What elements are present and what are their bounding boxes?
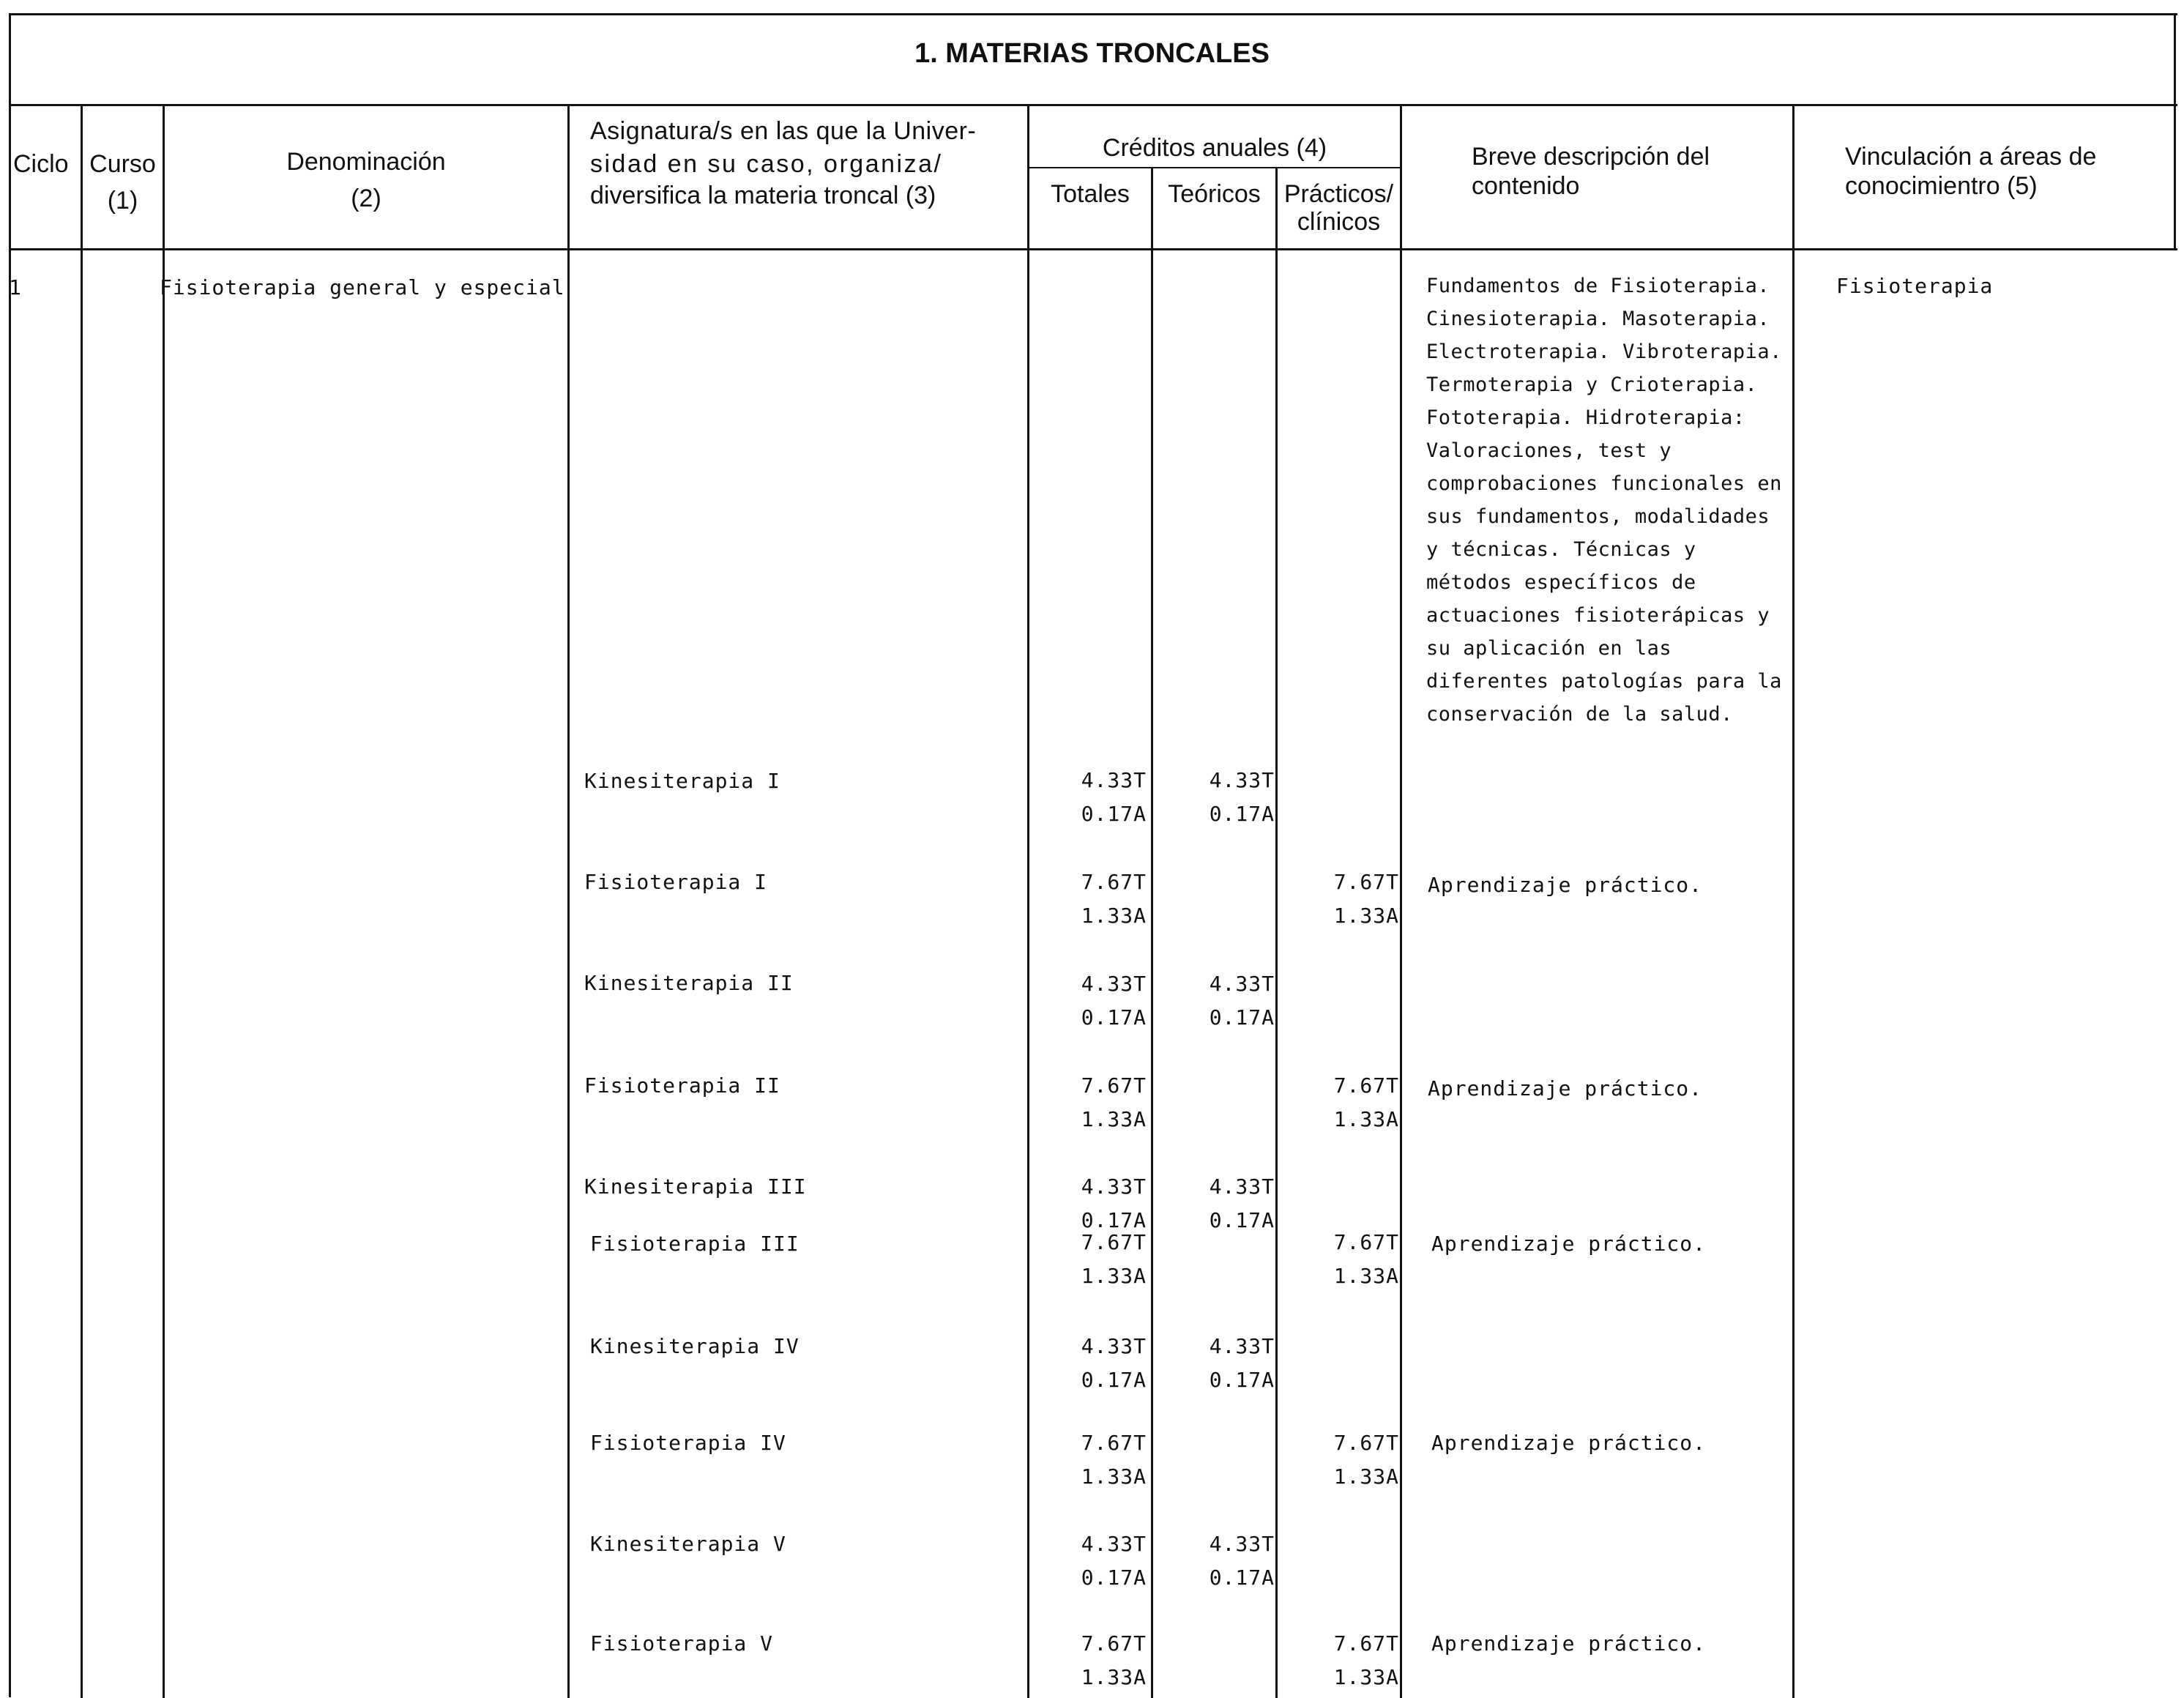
practicos-value: 1.33A <box>1333 904 1399 928</box>
totales-value: 1.33A <box>1081 1665 1147 1689</box>
header-descripcion-line2: contenido <box>1472 172 1580 200</box>
page-title: 1. MATERIAS TRONCALES <box>914 38 1270 69</box>
main-row-vinculacion: Fisioterapia <box>1836 274 1994 298</box>
header-teoricos: Teóricos <box>1168 180 1261 208</box>
subject-name: Kinesiterapia I <box>584 769 780 793</box>
totales-value: 7.67T <box>1081 1073 1147 1098</box>
subject-descripcion: Aprendizaje práctico. <box>1428 873 1703 897</box>
main-row-descripcion: Fundamentos de Fisioterapia. Cinesioterapia. Masoterapia. Electroterapia. Vibroterapia. Termoterapia y Crioterapia. Fototerapia. Hidroterapia: Valoraciones, test y comprobaciones funcionales en sus fundamentos, modalidades y técnicas. Técnicas y métodos específicos de actuaciones fisioterápicas y su aplicación en las diferentes patologías para la conservación de la salud. <box>1426 275 1782 726</box>
totales-value: 4.33T <box>1081 1334 1147 1358</box>
subject-descripcion: Aprendizaje práctico. <box>1431 1232 1707 1256</box>
totales-value: 0.17A <box>1081 1005 1147 1029</box>
totales-value: 0.17A <box>1081 1565 1147 1590</box>
header-totales: Totales <box>1051 180 1130 208</box>
main-row-denominacion: Fisioterapia general y especial <box>160 275 565 299</box>
subject-name: Fisioterapia I <box>584 870 768 894</box>
subject-name: Fisioterapia II <box>584 1073 780 1098</box>
subject-name: Fisioterapia III <box>590 1232 800 1256</box>
main-row-ciclo: 1 <box>9 275 22 299</box>
header-vinculacion-line1: Vinculación a áreas de <box>1845 143 2097 171</box>
teoricos-value: 4.33T <box>1209 1532 1275 1556</box>
header-asignatura-line2: sidad en su caso, organiza/ <box>590 150 943 178</box>
header-asignatura-line1: Asignatura/s en las que la Univer- <box>590 117 977 145</box>
totales-value: 7.67T <box>1081 870 1147 894</box>
header-descripcion-line1: Breve descripción del <box>1472 143 1710 171</box>
subject-name: Kinesiterapia II <box>584 971 794 995</box>
subject-descripcion: Aprendizaje práctico. <box>1431 1431 1707 1455</box>
totales-value: 1.33A <box>1081 1464 1147 1489</box>
header-ciclo: Ciclo <box>13 150 69 178</box>
rule-left <box>9 13 11 1697</box>
header-vinculacion-line2: conocimientro (5) <box>1845 172 2038 200</box>
totales-value: 7.67T <box>1081 1631 1147 1656</box>
rule-creditos-sub <box>1027 167 1401 168</box>
teoricos-value: 0.17A <box>1209 1565 1275 1590</box>
subject-name: Kinesiterapia III <box>584 1174 807 1199</box>
totales-value: 1.33A <box>1081 1107 1147 1131</box>
totales-value: 4.33T <box>1081 768 1147 792</box>
teoricos-value: 0.17A <box>1209 802 1275 826</box>
practicos-value: 7.67T <box>1333 1631 1399 1656</box>
header-asignatura-line3: diversifica la materia troncal (3) <box>590 182 936 209</box>
totales-value: 0.17A <box>1081 1368 1147 1392</box>
teoricos-value: 4.33T <box>1209 768 1275 792</box>
subject-name: Kinesiterapia IV <box>590 1334 800 1358</box>
subject-name: Fisioterapia IV <box>590 1431 786 1455</box>
header-practicos-line1: Prácticos/ <box>1283 180 1394 208</box>
totales-value: 7.67T <box>1081 1230 1147 1254</box>
totales-value: 1.33A <box>1081 904 1147 928</box>
teoricos-value: 4.33T <box>1209 972 1275 996</box>
header-practicos-line2: clínicos <box>1297 208 1381 236</box>
totales-value: 4.33T <box>1081 972 1147 996</box>
totales-value: 0.17A <box>1081 1208 1147 1232</box>
header-creditos: Créditos anuales (4) <box>1102 134 1327 162</box>
rule-col-curso <box>163 104 165 1698</box>
practicos-value: 7.67T <box>1333 1230 1399 1254</box>
header-denominacion: Denominación <box>286 148 446 176</box>
teoricos-value: 0.17A <box>1209 1005 1275 1029</box>
practicos-value: 7.67T <box>1333 1431 1399 1455</box>
rule-top <box>9 13 2177 15</box>
practicos-value: 1.33A <box>1333 1464 1399 1489</box>
practicos-value: 1.33A <box>1333 1264 1399 1288</box>
subject-name: Kinesiterapia V <box>590 1532 786 1556</box>
header-curso-note: (1) <box>107 187 138 215</box>
teoricos-value: 0.17A <box>1209 1208 1275 1232</box>
teoricos-value: 4.33T <box>1209 1334 1275 1358</box>
header-denominacion-note: (2) <box>351 185 381 212</box>
rule-col-practicos <box>1400 104 1402 1698</box>
rule-col-ciclo <box>81 104 83 1698</box>
subject-name: Fisioterapia V <box>590 1631 774 1656</box>
totales-value: 0.17A <box>1081 802 1147 826</box>
rule-header-bottom <box>9 248 2177 250</box>
totales-value: 7.67T <box>1081 1431 1147 1455</box>
totales-value: 4.33T <box>1081 1532 1147 1556</box>
totales-value: 4.33T <box>1081 1174 1147 1199</box>
practicos-value: 7.67T <box>1333 870 1399 894</box>
totales-value: 1.33A <box>1081 1264 1147 1288</box>
rule-col-denominacion <box>567 104 570 1698</box>
rule-col-totales <box>1151 168 1153 1698</box>
subject-descripcion: Aprendizaje práctico. <box>1428 1076 1703 1101</box>
practicos-value: 7.67T <box>1333 1073 1399 1098</box>
practicos-value: 1.33A <box>1333 1107 1399 1131</box>
subject-descripcion: Aprendizaje práctico. <box>1431 1631 1707 1656</box>
rule-title-bottom <box>9 104 2177 106</box>
header-curso: Curso <box>89 150 156 178</box>
teoricos-value: 0.17A <box>1209 1368 1275 1392</box>
practicos-value: 1.33A <box>1333 1665 1399 1689</box>
teoricos-value: 4.33T <box>1209 1174 1275 1199</box>
